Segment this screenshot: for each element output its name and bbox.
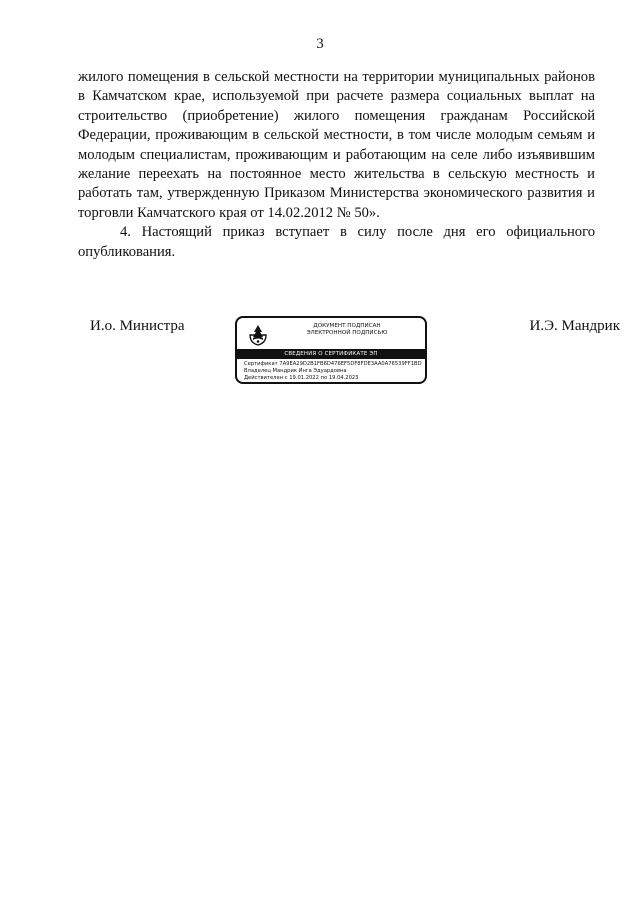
electronic-signature-stamp (235, 316, 427, 384)
stamp-header: ДОКУМЕНТ ПОДПИСАН ЭЛЕКТРОННОЙ ПОДПИСЬЮ (306, 323, 388, 336)
stamp-certificate-bar: СВЕДЕНИЯ О СЕРТИФИКАТЕ ЭП (237, 349, 425, 359)
paragraph-continuation: жилого помещения в сельской местности на территории муниципальных районов в Камчатском крае, используемой при расчете размера социальных выплат на строительство (приобретение) жилого помещения гражданам Российской Федерации, проживающим в сельской местности, в том числе молодым семьям и молодым специалистам, проживающим и работающим на селе либо изъявившим желание переехать на постоянное место жительства в сельскую местность и работать там, утвержденную Приказом Министерства экономического развития и торговли Камчатского края от 14.02.2012 № 50». (78, 69, 595, 221)
coat-of-arms-icon (246, 323, 270, 347)
stamp-validity-line: Действителен с 19.01.2022 по 19.04.2023 (244, 375, 359, 381)
signatory-position: И.о. Министра (90, 318, 185, 334)
document-body (78, 68, 595, 262)
page-number: 3 (316, 36, 324, 52)
paragraph-item-4: 4. Настоящий приказ вступает в силу после дня его официального опубликования. (78, 224, 595, 260)
signatory-name: И.Э. Мандрик (529, 318, 620, 334)
stamp-certificate-line: Сертификат 7A9EA29D2B1FB6D476EF5DF8FDE3AA0A76539FF1BD (244, 361, 422, 367)
stamp-details (244, 361, 421, 382)
stamp-owner-line: Владелец Мандрик Инга Эдуардовна (244, 368, 347, 374)
